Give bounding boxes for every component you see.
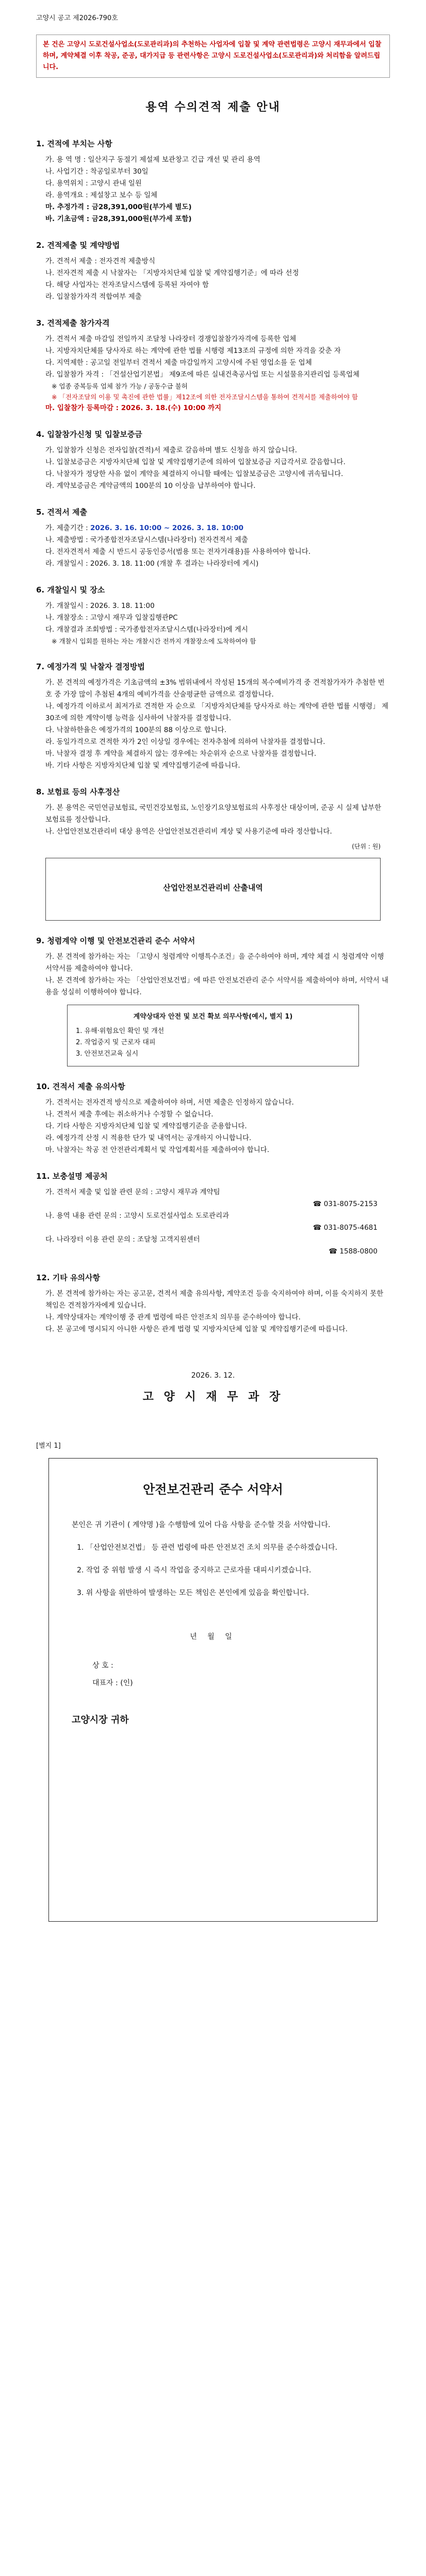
section-note: ※ 개찰시 입회를 원하는 자는 개찰시간 전까지 개찰장소에 도착하여야 함: [52, 637, 256, 646]
contact-label: 나. 용역 내용 관련 문의 : 고양시 도로건설사업소 도로관리과: [45, 1212, 230, 1221]
section-title: 7. 예정가격 및 낙찰자 결정방법: [36, 662, 145, 672]
issuer-name: 고 양 시 재 무 과 장: [142, 1391, 284, 1404]
section-line: 다. 기타 사항은 지방자치단체 입찰 및 계약집행기준을 준용합니다.: [45, 1122, 247, 1131]
section-line: 가. 견적서 제출 마감일 전일까지 조달청 나라장터 경쟁입찰참가자격에 등록한 업체: [45, 335, 297, 344]
pledge-date: 년 월 일: [190, 1633, 236, 1641]
safety-duty-figure: [67, 1005, 359, 1066]
section-line: 가. 용 역 명 : 일산지구 동절기 제설제 보관창고 긴급 개선 및 관리 용역: [45, 156, 260, 164]
pledge-signature: [92, 1657, 354, 1692]
section-line: 가. 본 견적에 참가하는 자는 「고양시 청렴계약 이행특수조건」을 준수하여야 하며, 계약 체결 시 청렴계약 이행 서약서를 제출하여야 합니다.: [45, 953, 384, 973]
submission-period: 2026. 3. 16. 10:00 ~ 2026. 3. 18. 10:00: [90, 524, 244, 533]
contact-label: 가. 견적서 제출 및 입찰 관련 문의 : 고양시 재무과 계약팀: [45, 1188, 220, 1197]
pledge-form: [48, 1458, 378, 1922]
section-line: 가. 입찰참가 신청은 전자입찰(견적)서 제출로 갈음하며 별도 신청을 하지 않습니다.: [45, 446, 298, 455]
section-6: [36, 584, 390, 647]
section-line: 라. 용역개요 : 제설창고 보수 등 일체: [45, 191, 158, 200]
section-line: 라. 개찰일시 : 2026. 3. 18. 11:00 (개찰 후 결과는 나라장터에 게시): [45, 560, 259, 568]
section-line: 나. 본 견적에 참가하는 자는 「산업안전보건법」에 따른 안전보건관리 준수 서약서를 제출하여야 하며, 서약서 내용을 성실히 이행하여야 합니다.: [45, 976, 389, 997]
section-line: 다. 개찰결과 조회방법 : 국가종합전자조달시스템(나라장터)에 게시: [45, 625, 248, 634]
pledge-item: 3. 위 사항을 위반하여 발생하는 모든 책임은 본인에게 있음을 확인합니다.: [77, 1589, 309, 1598]
section-note-red: ※ 「전자조달의 이용 및 촉진에 관한 법률」제12조에 의한 전자조달시스템을 통하여 견적서를 제출하여야 함: [52, 393, 358, 401]
section-4: [36, 429, 390, 492]
section-line: 다. 본 공고에 명시되지 아니한 사항은 관계 법령 및 지방자치단체 입찰 및 계약집행기준에 따릅니다.: [45, 1325, 348, 1334]
figure-title: 계약상대자 안전 및 보건 확보 의무사항(예시, 별지 1): [133, 1013, 293, 1021]
section-3: [36, 317, 390, 414]
base-amount: 바. 기초금액 : 금28,391,000원(부가세 포함): [45, 215, 192, 224]
section-line: 나. 계약상대자는 계약이행 중 관계 법령에 따른 안전조치 의무를 준수하여야 합니다.: [45, 1313, 301, 1322]
section-title: 8. 보험료 등의 사후정산: [36, 787, 120, 797]
section-line: 나. 산업안전보건관리비 대상 용역은 산업안전보건관리비 계상 및 사용기준에 따라 정산합니다.: [45, 827, 332, 836]
section-line: 나. 개찰장소 : 고양시 재무과 입찰집행관PC: [45, 614, 178, 622]
submission-period-label: 가. 제출기간 :: [45, 524, 88, 533]
section-line: 다. 해당 사업자는 전자조달시스템에 등록된 자여야 함: [45, 281, 209, 290]
section-line: 나. 예정가격 이하로서 최저가로 견적한 자 순으로 「지방자치단체를 당사자로 하는 계약에 관한 법률 시행령」 제30조에 의한 계약이행 능력을 심사하여 낙찰자를 결정합니다.: [45, 702, 389, 723]
pledge-item: 1. 「산업안전보건법」 등 관련 법령에 따른 안전보건 조치 의무를 준수하겠습니다.: [77, 1544, 338, 1552]
section-title: 10. 견적서 제출 유의사항: [36, 1082, 125, 1092]
section-line: 가. 견적서 제출 : 전자견적 제출방식: [45, 257, 155, 266]
section-line: 가. 본 견적의 예정가격은 기초금액의 ±3% 범위내에서 작성된 15개의 복수예비가격 중 견적참가자가 추첨한 번호 중 가장 많이 추첨된 4개의 예비가격을 산술평균한 금액으로 결정합니다.: [45, 679, 385, 699]
registration-deadline: 마. 입찰참가 등록마감 : 2026. 3. 18.(수) 10:00 까지: [45, 404, 222, 413]
section-line: 라. 계약보증금은 계약금액의 100분의 10 이상을 납부하여야 합니다.: [45, 482, 256, 490]
section-9: [36, 935, 390, 1066]
section-line: 다. 전자견적서 제출 시 반드시 공동인증서(범용 또는 전자거래용)를 사용하여야 합니다.: [45, 548, 311, 556]
section-line: 바. 기타 사항은 지방자치단체 입찰 및 계약집행기준에 따릅니다.: [45, 761, 240, 770]
figure-unit: (단위 : 원): [352, 843, 381, 851]
estimated-price: 마. 추정가격 : 금28,391,000원(부가세 별도): [45, 203, 192, 212]
section-line: 다. 낙찰자가 정당한 사유 없이 계약을 체결하지 아니할 때에는 입찰보증금은 고양시에 귀속됩니다.: [45, 470, 343, 479]
section-line: 다. 지역제한 : 공고일 전일부터 견적서 제출 마감일까지 고양시에 주된 영업소를 둔 업체: [45, 359, 312, 367]
figure-line: 3. 안전보건교육 실시: [76, 1050, 139, 1058]
section-line: 가. 본 용역은 국민연금보험료, 국민건강보험료, 노인장기요양보험료의 사후정산 대상이며, 준공 시 실제 납부한 보험료를 정산합니다.: [45, 804, 382, 824]
highlight-notice: 본 건은 고양시 도로건설사업소(도로관리과)의 추천하는 사업자에 입찰 및 계약 관련법령은 고양시 재무과에서 입찰하며, 계약체결 이후 착공, 준공, 대가지급 등 관련사항은 고양시 도로건설사업소(도로관리과)와 처리함을 알려드립니다.: [36, 35, 390, 78]
notice-date: 2026. 3. 12.: [191, 1371, 235, 1380]
section-8: [36, 786, 390, 921]
section-line: 마. 낙찰자 결정 후 계약을 체결하지 않는 경우에는 차순위자 순으로 낙찰자를 결정합니다.: [45, 750, 317, 758]
section-line: 마. 낙찰자는 착공 전 안전관리계획서 및 작업계획서를 제출하여야 합니다.: [45, 1146, 270, 1155]
section-line: 가. 견적서는 전자견적 방식으로 제출하여야 하며, 서면 제출은 인정하지 않습니다.: [45, 1098, 294, 1107]
section-title: 5. 견적서 제출: [36, 507, 88, 517]
attachment-label: [별지 1]: [36, 1442, 61, 1450]
section-title: 4. 입찰참가신청 및 입찰보증금: [36, 430, 142, 439]
submission-period-row: [45, 522, 390, 534]
section-line: 라. 예정가격 산정 시 적용한 단가 및 내역서는 공개하지 아니합니다.: [45, 1134, 252, 1143]
section-11: [36, 1171, 390, 1258]
pledge-item: 2. 작업 중 위험 발생 시 즉시 작업을 중지하고 근로자를 대피시키겠습니다.: [77, 1566, 312, 1575]
section-1: [36, 138, 390, 225]
figure-line: 2. 작업중지 및 근로자 대피: [76, 1039, 156, 1047]
section-line: 가. 개찰일시 : 2026. 3. 18. 11:00: [45, 602, 155, 611]
section-title: 12. 기타 유의사항: [36, 1273, 100, 1283]
figure-caption: 산업안전보건관리비 산출내역: [163, 883, 263, 893]
pledge-representative-field: 대표자 : (인): [92, 1679, 133, 1688]
section-title: 1. 견적에 부치는 사항: [36, 139, 112, 149]
section-line: 나. 입찰보증금은 지방자치단체 입찰 및 계약집행기준에 의하여 입찰보증금 지급각서로 갈음합니다.: [45, 458, 346, 467]
section-7: [36, 661, 390, 772]
section-line: 나. 견적서 제출 후에는 취소하거나 수정할 수 없습니다.: [45, 1110, 214, 1119]
section-note: ※ 업종 중복등록 업체 참가 가능 / 공동수급 불허: [52, 382, 188, 391]
section-title: 11. 보충설명 제공처: [36, 1172, 108, 1181]
section-title: 6. 개찰일시 및 장소: [36, 585, 105, 595]
contact-phone: ☎ 031-8075-4681: [313, 1224, 378, 1232]
section-line: 다. 낙찰하한율은 예정가격의 100분의 88 이상으로 합니다.: [45, 726, 227, 735]
figure-line: 1. 유해·위험요인 확인 및 개선: [76, 1027, 165, 1036]
section-line: 나. 전자견적 제출 시 낙찰자는 「지방자치단체 입찰 및 계약집행기준」에 따라 선정: [45, 269, 299, 278]
section-line: 다. 용역위치 : 고양시 관내 일원: [45, 179, 142, 188]
contact-phone: ☎ 031-8075-2153: [313, 1200, 378, 1209]
pledge-recipient: 고양시장 귀하: [72, 1715, 129, 1726]
section-line: 나. 사업기간 : 착공일로부터 30일: [45, 167, 149, 176]
section-line: 가. 본 견적에 참가하는 자는 공고문, 견적서 제출 유의사항, 계약조건 등을 숙지하여야 하며, 이를 숙지하지 못한 책임은 견적참가자에게 있습니다.: [45, 1290, 384, 1310]
section-line: 라. 동일가격으로 견적한 자가 2인 이상일 경우에는 전자추첨에 의하여 낙찰자를 결정합니다.: [45, 738, 325, 747]
section-title: 2. 견적제출 및 계약방법: [36, 241, 120, 250]
pledge-company-field: 상 호 :: [92, 1662, 113, 1670]
section-12: [36, 1272, 390, 1335]
page-title: 용역 수의견적 제출 안내: [145, 101, 281, 114]
pledge-title: 안전보건관리 준수 서약서: [143, 1482, 283, 1497]
section-line: 라. 입찰참가 자격 : 「건설산업기본법」 제9조에 따른 실내건축공사업 또는 시설물유지관리업 등록업체: [45, 370, 359, 379]
section-line: 나. 제출방법 : 국가종합전자조달시스템(나라장터) 전자견적서 제출: [45, 536, 248, 545]
pledge-body: 본인은 귀 기관이 ( 계약명 )을 수행함에 있어 다음 사항을 준수할 것을 서약합니다.: [72, 1521, 331, 1530]
section-line: 나. 지방자치단체를 당사자로 하는 계약에 관한 법률 시행령 제13조의 규정에 의한 자격을 갖춘 자: [45, 347, 341, 355]
section-5: [36, 506, 390, 570]
contact-phone: ☎ 1588-0800: [329, 1247, 378, 1256]
section-title: 3. 견적제출 참가자격: [36, 318, 110, 328]
section-title: 9. 청렴계약 이행 및 안전보건관리 준수 서약서: [36, 936, 195, 946]
section-2: [36, 240, 390, 303]
section-10: [36, 1081, 390, 1156]
notice-number: 고양시 공고 제2026-790호: [36, 14, 118, 22]
contact-label: 다. 나라장터 이용 관련 문의 : 조달청 고객지원센터: [45, 1235, 200, 1244]
section-line: 라. 입찰참가자격 적합여부 제출: [45, 293, 142, 301]
cost-figure: [45, 858, 381, 921]
